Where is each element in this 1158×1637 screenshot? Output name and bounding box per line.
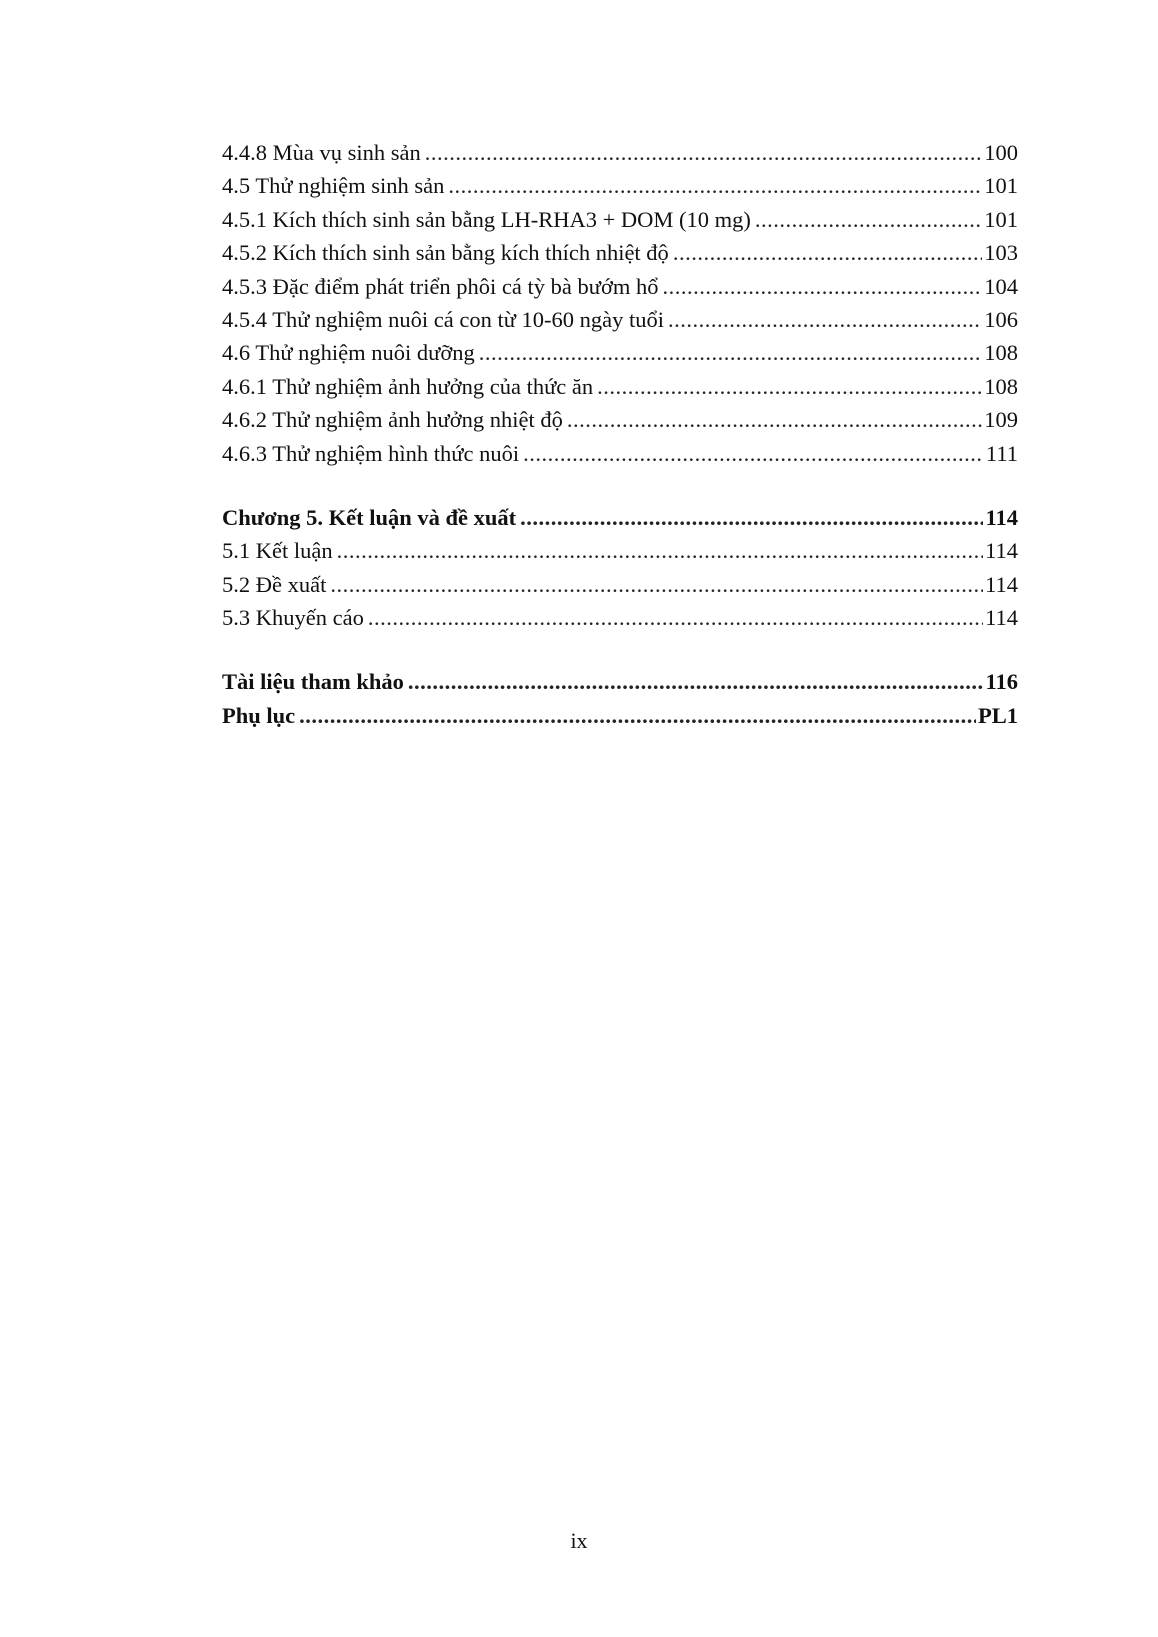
toc-entry-title: Tài liệu tham khảo — [222, 669, 404, 695]
toc-entry-page: 114 — [985, 504, 1018, 530]
toc-entry-page: 101 — [984, 206, 1018, 232]
toc-entry-page: 104 — [984, 273, 1018, 299]
toc-entry[interactable] — [222, 203, 1018, 236]
toc-entry-page: 108 — [984, 373, 1018, 399]
toc-entry-page: 111 — [985, 440, 1018, 466]
toc-dot-leader — [425, 136, 983, 169]
toc-dot-leader — [668, 303, 982, 336]
toc-section — [222, 665, 1018, 732]
table-of-contents — [222, 136, 1018, 732]
toc-dot-leader — [330, 568, 983, 601]
toc-section — [222, 136, 1018, 470]
toc-dot-leader — [337, 534, 983, 567]
toc-entry[interactable] — [222, 236, 1018, 269]
toc-entry-page: 114 — [985, 538, 1018, 564]
toc-entry[interactable] — [222, 568, 1018, 601]
toc-entry-title: 4.5.1 Kích thích sinh sản bằng LH-RHA3 + DOM (10 mg) — [222, 206, 751, 232]
toc-dot-leader — [448, 169, 982, 202]
toc-dot-leader — [597, 370, 982, 403]
toc-entry[interactable] — [222, 501, 1018, 534]
toc-dot-leader — [479, 336, 983, 369]
toc-entry-title: 5.1 Kết luận — [222, 538, 333, 564]
toc-entry[interactable] — [222, 403, 1018, 436]
toc-entry-page: PL1 — [977, 702, 1018, 728]
toc-entry-title: 5.3 Khuyến cáo — [222, 605, 364, 631]
toc-entry-title: 4.5.2 Kích thích sinh sản bằng kích thích nhiệt độ — [222, 240, 669, 266]
toc-section — [222, 501, 1018, 635]
toc-entry[interactable] — [222, 336, 1018, 369]
toc-entry-title: Phụ lục — [222, 702, 296, 728]
toc-dot-leader — [673, 236, 982, 269]
toc-entry[interactable] — [222, 270, 1018, 303]
toc-dot-leader — [408, 665, 984, 698]
toc-dot-leader — [663, 270, 983, 303]
toc-entry-page: 109 — [984, 407, 1018, 433]
toc-dot-leader — [567, 403, 982, 436]
toc-entry-title: 4.5.4 Thử nghiệm nuôi cá con từ 10-60 ngày tuổi — [222, 306, 665, 332]
toc-entry-title: 4.6 Thử nghiệm nuôi dưỡng — [222, 340, 475, 366]
toc-entry[interactable] — [222, 665, 1018, 698]
toc-entry[interactable] — [222, 303, 1018, 336]
toc-entry-page: 100 — [984, 140, 1018, 165]
toc-entry-page: 114 — [985, 605, 1018, 631]
toc-entry-title: 4.6.2 Thử nghiệm ảnh hưởng nhiệt độ — [222, 407, 563, 433]
toc-dot-leader — [299, 699, 976, 732]
toc-entry[interactable] — [222, 136, 1018, 169]
page-number: ix — [570, 1528, 588, 1553]
toc-dot-leader — [755, 203, 982, 236]
toc-entry[interactable] — [222, 169, 1018, 202]
toc-entry-page: 116 — [985, 669, 1018, 695]
toc-entry-title: 4.6.3 Thử nghiệm hình thức nuôi — [222, 440, 520, 466]
toc-entry-title: 4.5 Thử nghiệm sinh sản — [222, 173, 445, 199]
toc-entry-page: 108 — [984, 340, 1018, 366]
toc-dot-leader — [520, 501, 983, 534]
toc-entry-title: 5.2 Đề xuất — [222, 571, 327, 597]
toc-dot-leader — [523, 437, 984, 470]
toc-entry[interactable] — [222, 601, 1018, 634]
toc-entry-title: 4.6.1 Thử nghiệm ảnh hưởng của thức ăn — [222, 373, 594, 399]
toc-entry-title: 4.4.8 Mùa vụ sinh sản — [222, 140, 421, 165]
toc-dot-leader — [368, 601, 983, 634]
toc-entry-page: 106 — [984, 306, 1018, 332]
toc-entry-title: 4.5.3 Đặc điểm phát triển phôi cá tỳ bà bướm hổ — [222, 273, 659, 299]
toc-entry[interactable] — [222, 534, 1018, 567]
toc-entry-page: 101 — [984, 173, 1018, 199]
toc-entry-page: 114 — [985, 571, 1018, 597]
toc-entry[interactable] — [222, 437, 1018, 470]
toc-entry[interactable] — [222, 699, 1018, 732]
toc-entry[interactable] — [222, 370, 1018, 403]
toc-entry-title: Chương 5. Kết luận và đề xuất — [222, 504, 517, 530]
toc-entry-page: 103 — [984, 240, 1018, 266]
